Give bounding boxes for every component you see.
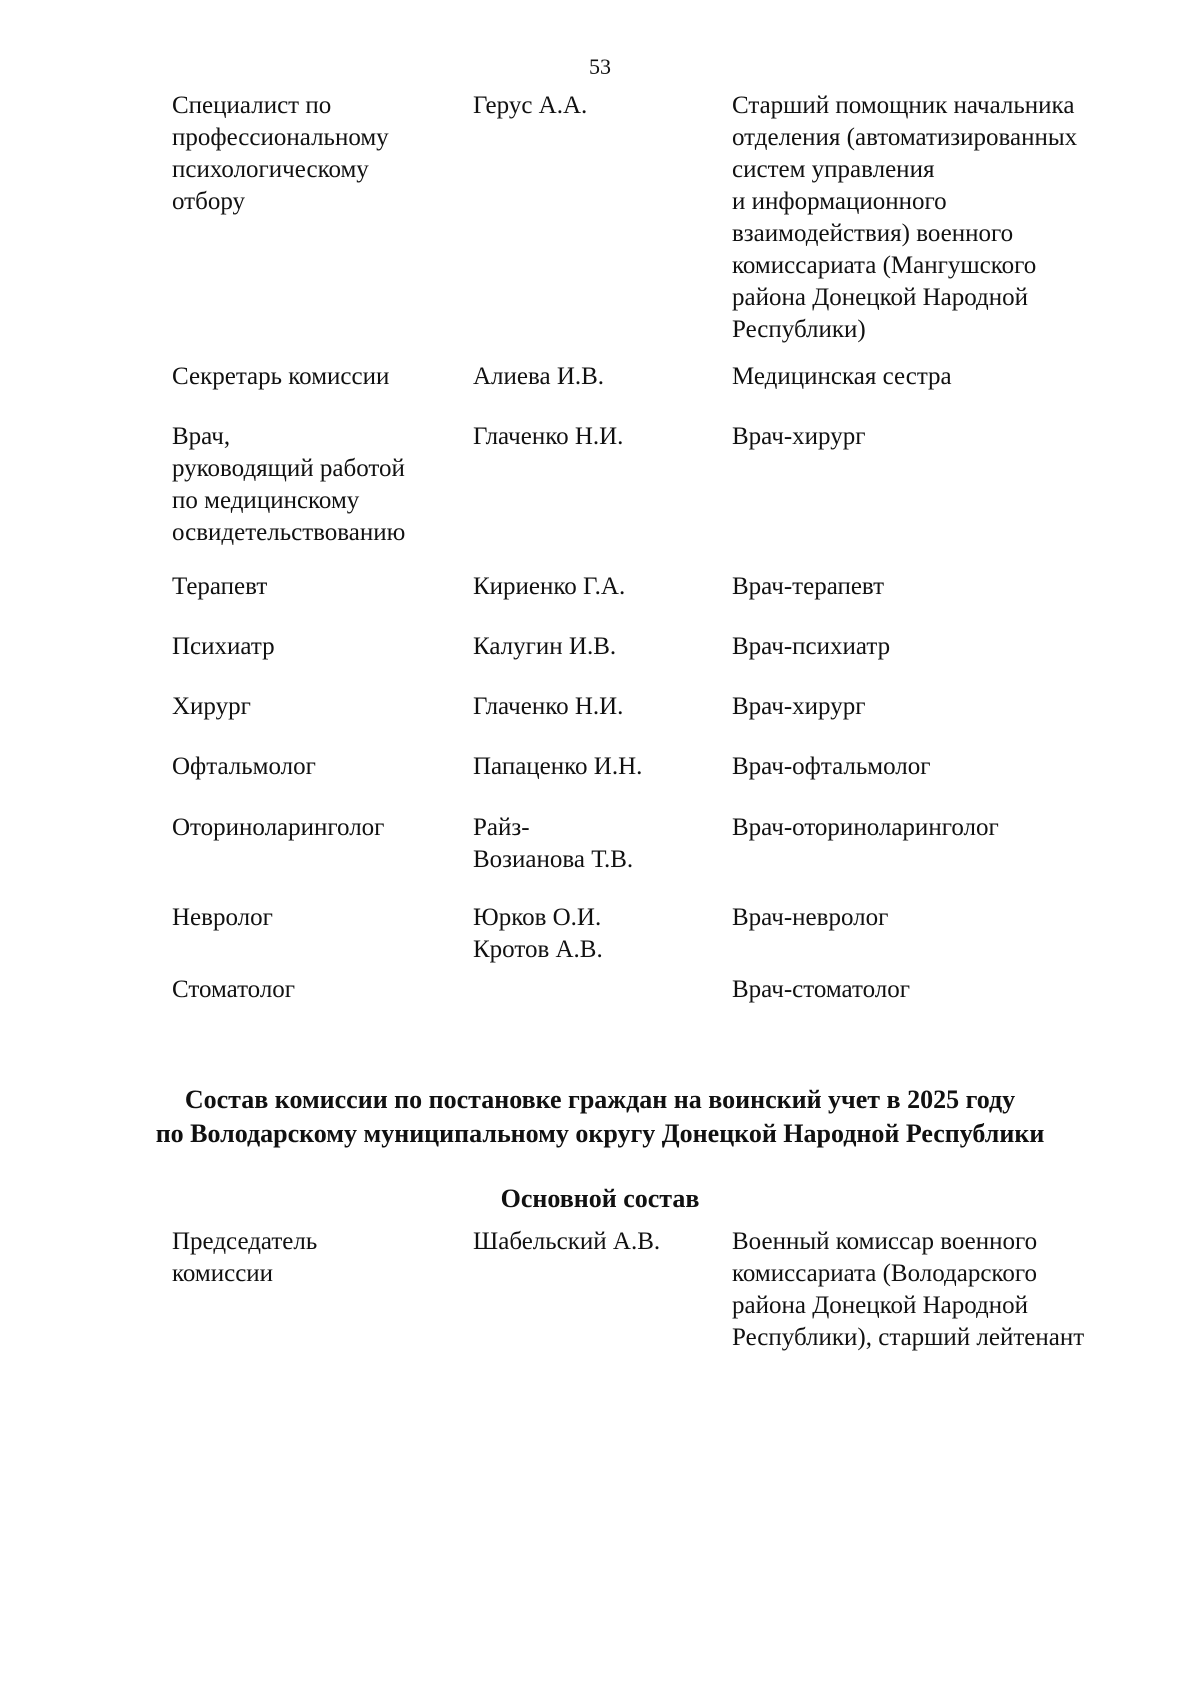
position-cell-line: района Донецкой Народной	[732, 284, 1029, 311]
name-cell	[473, 1226, 723, 1258]
position-cell	[732, 691, 1142, 723]
name-cell-line: Герус А.А.	[473, 92, 588, 119]
role-cell	[172, 974, 462, 1006]
position-cell-line: Врач-хирург	[732, 693, 866, 720]
name-cell-line: Кириенко Г.А.	[473, 573, 626, 600]
section-title	[0, 1083, 1200, 1151]
role-cell	[172, 902, 462, 934]
name-cell	[473, 691, 723, 723]
position-cell	[732, 974, 1142, 1006]
section-title-line: Состав комиссии по постановке граждан на воинский учет в 2025 году	[184, 1085, 1016, 1114]
position-cell-line: Медицинская сестра	[732, 363, 952, 390]
role-cell	[172, 812, 462, 844]
name-cell	[473, 361, 723, 393]
position-cell-line: систем управления	[732, 156, 935, 183]
position-cell-line: Врач-психиатр	[732, 633, 891, 660]
position-cell-line: Врач-невролог	[732, 904, 889, 931]
name-cell-line: Возианова Т.В.	[473, 846, 634, 873]
section-title-line: по Володарскому муниципальному округу Донецкой Народной Республики	[155, 1119, 1045, 1148]
name-cell-line: Юрков О.И.	[473, 904, 602, 931]
position-cell-line: Врач-стоматолог	[732, 976, 910, 1003]
role-cell-line: Специалист по	[172, 92, 332, 119]
role-cell-line: Стоматолог	[172, 976, 296, 1003]
role-cell-line: освидетельствованию	[172, 519, 406, 546]
position-cell-line: Врач-офтальмолог	[732, 753, 931, 780]
role-cell	[172, 361, 462, 393]
name-cell-line: Кротов А.В.	[473, 936, 603, 963]
position-cell-line: Военный комиссар военного	[732, 1228, 1038, 1255]
position-cell	[732, 421, 1142, 453]
name-cell-line: Папаценко И.Н.	[473, 753, 643, 780]
position-cell-line: взаимодействия) военного	[732, 220, 1014, 247]
position-cell-line: Врач-терапевт	[732, 573, 885, 600]
role-cell-line: психологическому	[172, 156, 369, 183]
position-cell	[732, 361, 1142, 393]
role-cell-line: Председатель	[172, 1228, 318, 1255]
role-cell-line: Хирург	[172, 693, 251, 720]
name-cell	[473, 812, 723, 876]
role-cell	[172, 421, 462, 549]
role-cell-line: профессиональному	[172, 124, 389, 151]
position-cell-line: Республики), старший лейтенант	[732, 1324, 1085, 1351]
name-cell-line: Глаченко Н.И.	[473, 423, 624, 450]
position-cell-line: Республики)	[732, 316, 866, 343]
role-cell-line: Психиатр	[172, 633, 275, 660]
role-cell	[172, 751, 462, 783]
position-cell-line: района Донецкой Народной	[732, 1292, 1029, 1319]
name-cell	[473, 90, 723, 122]
role-cell-line: комиссии	[172, 1260, 274, 1287]
name-cell	[473, 571, 723, 603]
position-cell-line: Врач-оториноларинголог	[732, 814, 999, 841]
position-cell-line: Старший помощник начальника	[732, 92, 1075, 119]
role-cell	[172, 90, 462, 218]
name-cell	[473, 421, 723, 453]
role-cell	[172, 1226, 462, 1290]
position-cell	[732, 571, 1142, 603]
role-cell-line: по медицинскому	[172, 487, 360, 514]
role-cell-line: Секретарь комиссии	[172, 363, 390, 390]
name-cell	[473, 902, 723, 966]
position-cell	[732, 812, 1142, 844]
position-cell	[732, 751, 1142, 783]
position-cell	[732, 90, 1142, 346]
role-cell-line: Офтальмолог	[172, 753, 316, 780]
name-cell-line: Глаченко Н.И.	[473, 693, 624, 720]
role-cell-line: Невролог	[172, 904, 273, 931]
name-cell-line: Калугин И.В.	[473, 633, 617, 660]
role-cell-line: Оториноларинголог	[172, 814, 385, 841]
name-cell-line: Алиева И.В.	[473, 363, 605, 390]
role-cell	[172, 691, 462, 723]
role-cell-line: отбору	[172, 188, 245, 215]
position-cell-line: комиссариата (Мангушского	[732, 252, 1037, 279]
name-cell	[473, 631, 723, 663]
role-cell-line: Врач,	[172, 423, 231, 450]
role-cell-line: Терапевт	[172, 573, 268, 600]
position-cell-line: отделения (автоматизированных	[732, 124, 1078, 151]
position-cell-line: комиссариата (Володарского	[732, 1260, 1037, 1287]
position-cell	[732, 1226, 1142, 1354]
position-cell-line: и информационного	[732, 188, 947, 215]
page-number: 53	[589, 54, 611, 79]
name-cell-line: Шабельский А.В.	[473, 1228, 661, 1255]
role-cell-line: руководящий работой	[172, 455, 405, 482]
subsection-title: Основной состав	[500, 1184, 700, 1213]
position-cell	[732, 902, 1142, 934]
role-cell	[172, 571, 462, 603]
name-cell	[473, 751, 723, 783]
role-cell	[172, 631, 462, 663]
position-cell-line: Врач-хирург	[732, 423, 866, 450]
position-cell	[732, 631, 1142, 663]
name-cell-line: Райз-	[473, 814, 530, 841]
